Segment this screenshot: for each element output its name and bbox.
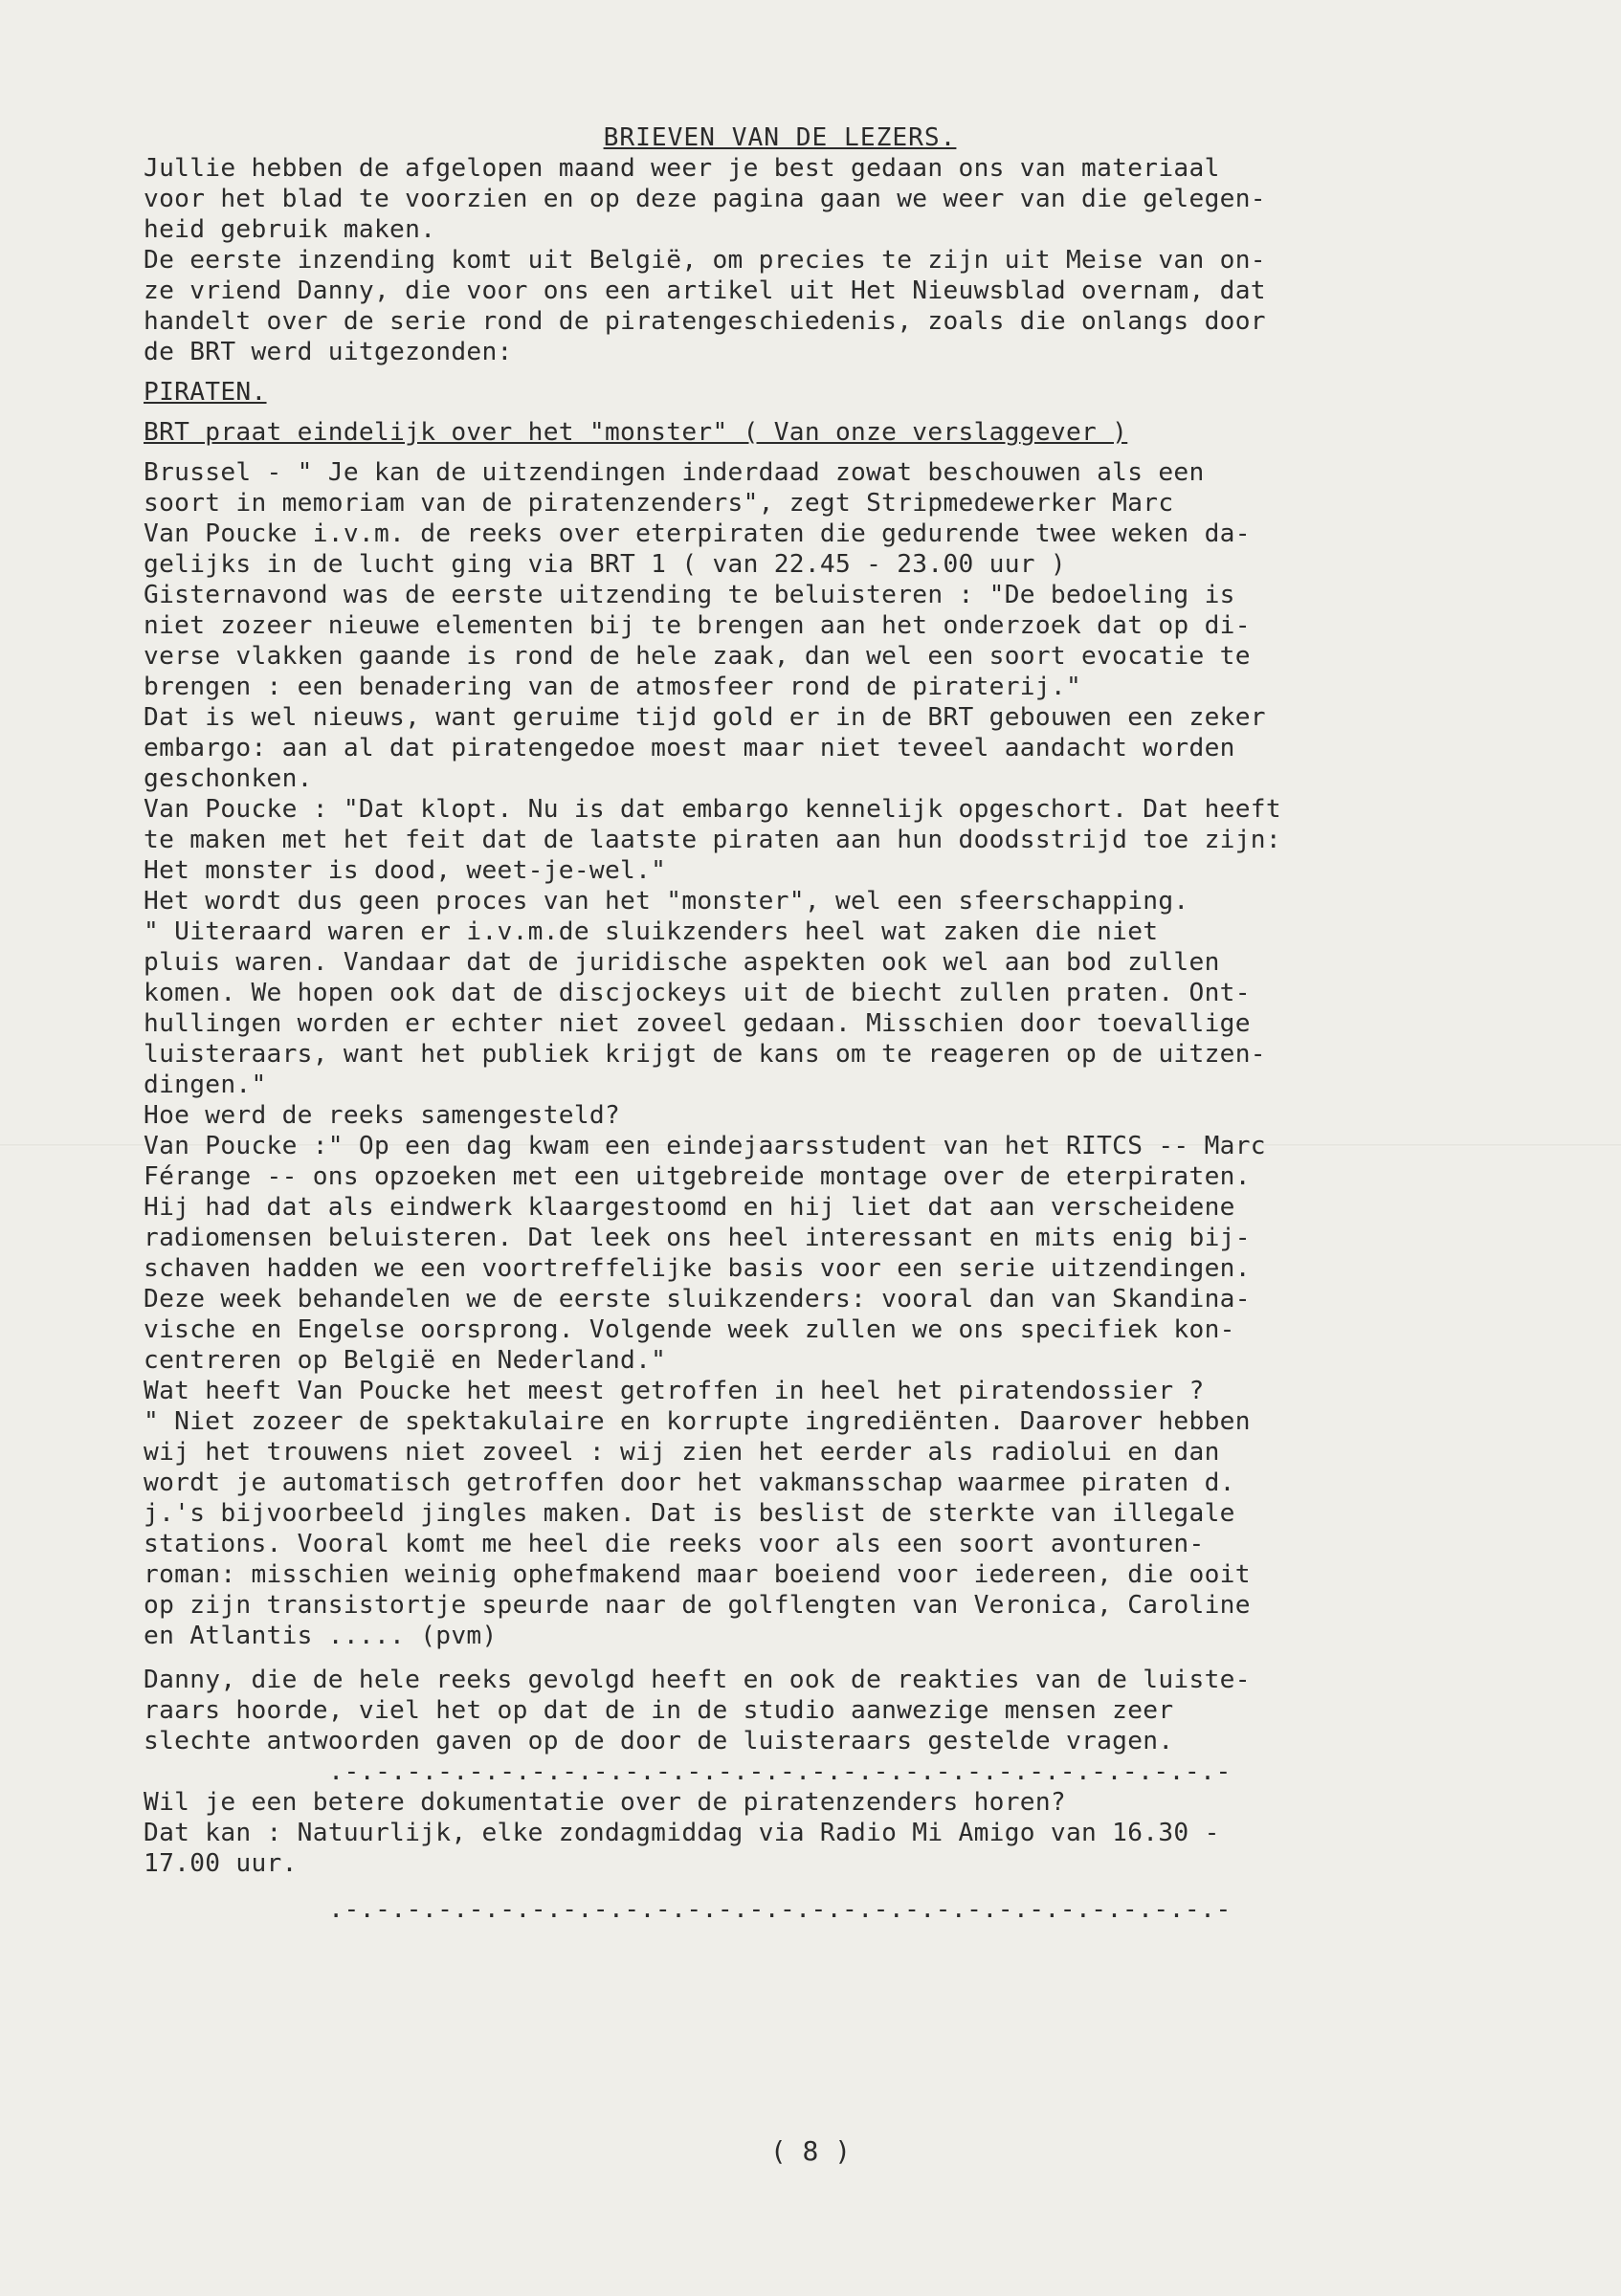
- text-line: pluis waren. Vandaar dat de juridische aspekten ook wel aan bod zullen: [144, 948, 1220, 977]
- text-line: heid gebruik maken.: [144, 215, 436, 244]
- text-line: embargo: aan al dat piratengedoe moest maar niet teveel aandacht worden: [144, 734, 1235, 762]
- intro-paragraph: [144, 153, 1416, 367]
- page-title: BRIEVEN VAN DE LEZERS.: [603, 123, 957, 152]
- text-line: brengen : een benadering van de atmosfeer rond de piraterij.": [144, 673, 1082, 701]
- text-line: dingen.": [144, 1071, 267, 1099]
- text-line: Férange -- ons opzoeken met een uitgebreide montage over de eterpiraten.: [144, 1162, 1251, 1191]
- text-line: en Atlantis ..... (pvm): [144, 1622, 498, 1650]
- text-line: handelt over de serie rond de piratengeschiedenis, zoals die onlangs door: [144, 307, 1266, 336]
- article-subheading: BRT praat eindelijk over het "monster" ( Van onze verslaggever ): [144, 418, 1128, 447]
- text-line: wij het trouwens niet zoveel : wij zien het eerder als radiolui en dan: [144, 1438, 1220, 1467]
- closing-paragraph: [144, 1787, 1416, 1879]
- text-line: Wat heeft Van Poucke het meest getroffen in heel het piratendossier ?: [144, 1377, 1205, 1405]
- text-line: te maken met het feit dat de laatste piraten aan hun doodsstrijd toe zijn:: [144, 826, 1281, 854]
- text-line: Dat kan : Natuurlijk, elke zondagmiddag via Radio Mi Amigo van 16.30 -: [144, 1819, 1220, 1847]
- text-line: Gisternavond was de eerste uitzending te beluisteren : "De bedoeling is: [144, 581, 1235, 609]
- separator-line: .-.-.-.-.-.-.-.-.-.-.-.-.-.-.-.-.-.-.-.-.-.-.-.-.-.-.-.-.-: [328, 1757, 1232, 1786]
- text-line: op zijn transistortje speurde naar de golflengten van Veronica, Caroline: [144, 1591, 1251, 1620]
- text-line: slechte antwoorden gaven op de door de luisteraars gestelde vragen.: [144, 1727, 1174, 1755]
- text-line: verse vlakken gaande is rond de hele zaak, dan wel een soort evocatie te: [144, 642, 1251, 671]
- text-line: stations. Vooral komt me heel die reeks voor als een soort avonturen-: [144, 1530, 1205, 1558]
- text-line: Brussel - " Je kan de uitzendingen inderdaad zowat beschouwen als een: [144, 458, 1205, 487]
- text-line: hullingen worden er echter niet zoveel gedaan. Misschien door toevallige: [144, 1009, 1251, 1038]
- text-line: raars hoorde, viel het op dat de in de studio aanwezige mensen zeer: [144, 1696, 1174, 1725]
- text-line: Hoe werd de reeks samengesteld?: [144, 1101, 621, 1130]
- text-line: Deze week behandelen we de eerste sluikzenders: vooral dan van Skandina-: [144, 1285, 1251, 1314]
- text-line: soort in memoriam van de piratenzenders", zegt Stripmedewerker Marc: [144, 489, 1174, 518]
- text-line: Dat is wel nieuws, want geruime tijd gold er in de BRT gebouwen een zeker: [144, 703, 1266, 732]
- text-line: de BRT werd uitgezonden:: [144, 338, 513, 366]
- section-heading: PIRATEN.: [144, 378, 267, 407]
- article-body: [144, 457, 1416, 1651]
- text-line: gelijks in de lucht ging via BRT 1 ( van 22.45 - 23.00 uur ): [144, 550, 1066, 579]
- text-line: " Uiteraard waren er i.v.m.de sluikzenders heel wat zaken die niet: [144, 917, 1159, 946]
- text-line: Van Poucke i.v.m. de reeks over eterpiraten die gedurende twee weken da-: [144, 519, 1251, 548]
- text-line: vische en Engelse oorsprong. Volgende week zullen we ons specifiek kon-: [144, 1315, 1235, 1344]
- text-line: roman: misschien weinig ophefmakend maar boeiend voor iedereen, die ooit: [144, 1560, 1251, 1589]
- text-line: geschonken.: [144, 764, 313, 793]
- text-line: schaven hadden we een voortreffelijke basis voor een serie uitzendingen.: [144, 1254, 1251, 1283]
- letter-column: [144, 122, 1416, 1925]
- text-line: Hij had dat als eindwerk klaargestoomd en hij liet dat aan verscheidene: [144, 1193, 1235, 1222]
- text-line: niet zozeer nieuwe elementen bij te brengen aan het onderzoek dat op di-: [144, 611, 1251, 640]
- text-line: Het monster is dood, weet-je-wel.": [144, 856, 667, 885]
- text-line: Van Poucke :" Op een dag kwam een eindejaarsstudent van het RITCS -- Marc: [144, 1132, 1266, 1160]
- text-line: Jullie hebben de afgelopen maand weer je best gedaan ons van materiaal: [144, 154, 1220, 183]
- text-line: Het wordt dus geen proces van het "monster", wel een sfeerschapping.: [144, 887, 1189, 916]
- text-line: De eerste inzending komt uit België, om precies te zijn uit Meise van on-: [144, 246, 1266, 275]
- text-line: wordt je automatisch getroffen door het vakmansschap waarmee piraten d.: [144, 1468, 1235, 1497]
- text-line: " Niet zozeer de spektakulaire en korrupte ingrediënten. Daarover hebben: [144, 1407, 1251, 1436]
- text-line: Van Poucke : "Dat klopt. Nu is dat embargo kennelijk opgeschort. Dat heeft: [144, 795, 1281, 824]
- text-line: j.'s bijvoorbeeld jingles maken. Dat is beslist de sterkte van illegale: [144, 1499, 1235, 1528]
- text-line: ze vriend Danny, die voor ons een artikel uit Het Nieuwsblad overnam, dat: [144, 276, 1266, 305]
- danny-paragraph: [144, 1665, 1416, 1756]
- text-line: Danny, die de hele reeks gevolgd heeft en ook de reakties van de luiste-: [144, 1666, 1251, 1694]
- text-line: 17.00 uur.: [144, 1849, 298, 1878]
- text-line: radiomensen beluisteren. Dat leek ons heel interessant en mits enig bij-: [144, 1224, 1251, 1252]
- separator-line: .-.-.-.-.-.-.-.-.-.-.-.-.-.-.-.-.-.-.-.-.-.-.-.-.-.-.-.-.-: [328, 1895, 1232, 1924]
- text-line: Wil je een betere dokumentatie over de piratenzenders horen?: [144, 1788, 1066, 1817]
- text-line: luisteraars, want het publiek krijgt de kans om te reageren op de uitzen-: [144, 1040, 1266, 1069]
- text-line: komen. We hopen ook dat de discjockeys uit de biecht zullen praten. Ont-: [144, 979, 1251, 1007]
- text-line: centreren op België en Nederland.": [144, 1346, 667, 1375]
- text-line: voor het blad te voorzien en op deze pagina gaan we weer van die gelegen-: [144, 185, 1266, 213]
- page-number: ( 8 ): [769, 2135, 852, 2167]
